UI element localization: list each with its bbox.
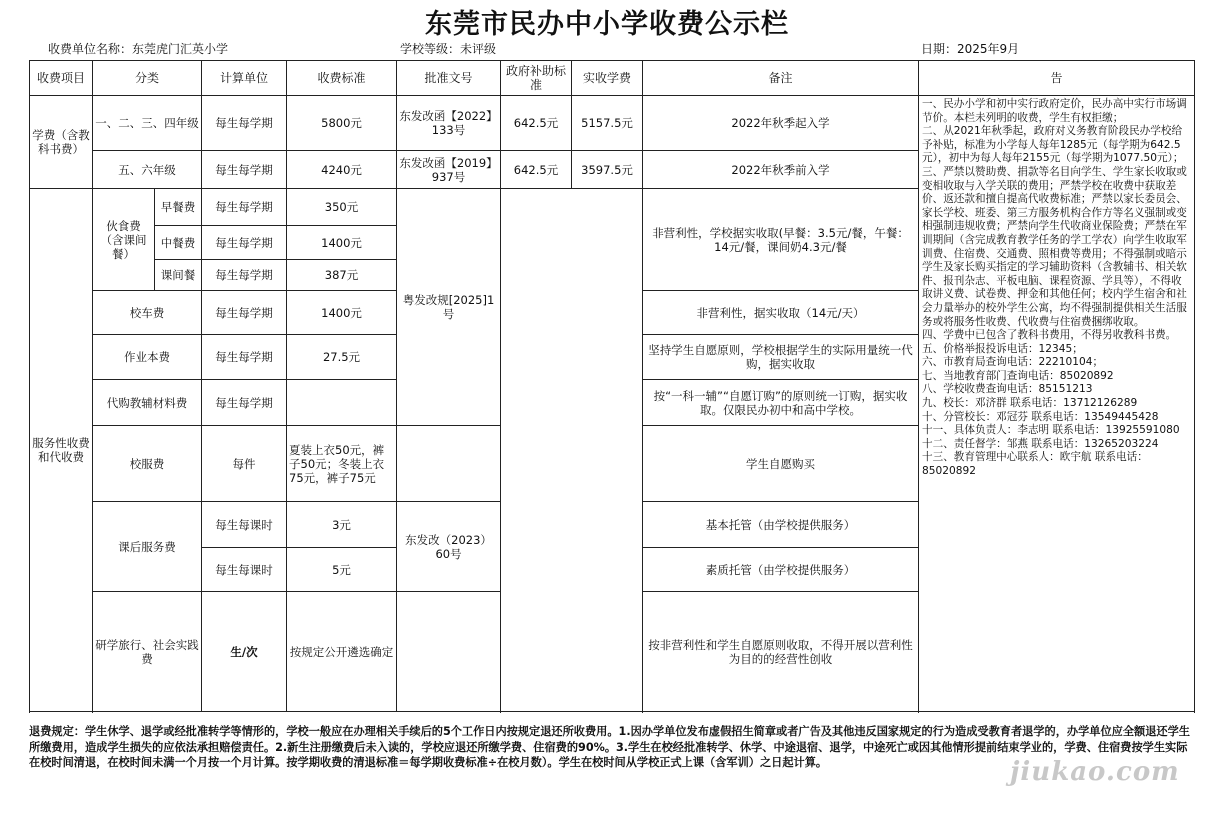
study-fee-name: 研学旅行、社会实践费 [93,592,202,712]
study-approval-empty [397,592,501,712]
breakfast-unit: 每生每学期 [202,189,287,226]
homework-fee-name: 作业本费 [93,335,202,380]
publish-date: 日期：2025年9月 [921,42,1020,56]
afterschool-approval: 东发改（2023）60号 [397,502,501,592]
uniform-approval-empty [397,426,501,502]
notice-item: 五、价格举报投诉电话：12345； [922,342,1083,355]
homework-remark: 坚持学生自愿原则，学校根据学生的实际用量统一代购，据实收取 [643,335,919,380]
bus-standard: 1400元 [287,291,397,335]
books-fee-name: 代购教辅材料费 [93,380,202,426]
books-remark: 按“一科一辅”“自愿订购”的原则统一订购，据实收取。仅限民办初中和高中学校。 [643,380,919,426]
notice-item: 三、严禁以赞助费、捐款等名目向学生、学生家长收取或变相收取与入学关联的费用；严禁学校在收费中获取差价、返还款和擅自提高代收费标准；严禁以家长委员会、家长学校、班委、第三方服务机构合作方等名义强制或变相强制违规收费；严禁向学生代收商业保险费；严禁在军训期间（含完成教育教学任务的学工学农）向学生收取军训费、住宿费、交通费、照相费等费用；不得强制或暗示学生及家长购买指定的学习辅助资料（含教辅书、相关软件、报刊杂志、平板电脑、课程资源、学具等），不得收取讲义费、试卷费、押金和其他任何；校内学生宿舍和社会力量举办的校外学生公寓，均不得强制提供相关生活服务或将服务性收费、代收费与住宿费捆绑收取。 [922,165,1187,328]
uniform-unit: 每件 [202,426,287,502]
afterschool-standard: 3元 [287,502,397,548]
meal-remark: 非营利性，学校据实收取(早餐：3.5元/餐，午餐：14元/餐，课间奶4.3元/餐 [643,189,919,291]
uniform-remark: 学生自愿购买 [643,426,919,502]
school-grade: 学校等级：未评级 [400,42,497,56]
notice-item: 六、市教育局查询电话：22210104； [922,356,1104,369]
books-standard [287,380,397,426]
tuition-category: 学费（含教科书费） [30,96,93,189]
service-empty-cell [501,189,643,712]
header-approval: 批准文号 [397,61,501,96]
homework-unit: 每生每学期 [202,335,287,380]
header-remark: 备注 [643,61,919,96]
tuition-actual: 3597.5元 [572,151,643,189]
tuition-class: 五、六年级 [93,151,202,189]
notice-item: 一、民办小学和初中实行政府定价，民办高中实行市场调节价。本栏未列明的收费，学生有权拒缴； [922,98,1187,124]
tuition-standard: 4240元 [287,151,397,189]
tuition-unit: 每生每学期 [202,96,287,151]
meal-fee-name: 伙食费（含课间餐） [93,189,155,291]
refund-policy: 退费规定：学生休学、退学或经批准转学等情形的，学校一般应在办理相关手续后的5个工作日内按规定退还所收费用。1.因办学单位发布虚假招生简章或者广告及其他违反国家规定的行为造成受教育者退学的，办学单位应全额退还学生所缴费用，造成学生损失的应依法承担赔偿责任。2.新生注册缴费后未入读的，学校应退还所缴学费、住宿费的90%。3.学生在校经批准转学、休学、中途退宿、退学，中途死亡或因其他情形提前结束学业的，学费、住宿费按学生实际在校时间清退，在校时间未满一个月按一个月计算。按学期收费的清退标准＝每学期收费标准÷在校月数）。学生在校时间从学校正式上课（含军训）之日起计算。 [29,725,1190,769]
notice-item: 十、分管校长：邓冠芬 联系电话：13549445428 [922,410,1159,423]
books-unit: 每生每学期 [202,380,287,426]
notice-item: 九、校长：邓济群 联系电话：13712126289 [922,397,1138,410]
tuition-remark: 2022年秋季起入学 [643,96,919,151]
notice-item: 四、学费中已包含了教科书费用，不得另收教科书费。 [922,329,1177,342]
table-row [30,96,1195,151]
header-subsidy: 政府补助标准 [501,61,572,96]
snack-unit: 每生每学期 [202,260,287,291]
notice-item: 十一、具体负责人：李志明 联系电话：13925591080 [922,424,1180,437]
tuition-remark: 2022年秋季前入学 [643,151,919,189]
afterschool-remark: 素质托管（由学校提供服务） [643,548,919,592]
header-category: 分类 [93,61,202,96]
tuition-unit: 每生每学期 [202,151,287,189]
breakfast-fee-name: 早餐费 [155,189,202,226]
study-standard: 按规定公开遴选确定 [287,592,397,712]
lunch-standard: 1400元 [287,226,397,260]
homework-standard: 27.5元 [287,335,397,380]
notice-panel [919,96,1195,712]
study-remark: 按非营利性和学生自愿原则收取，不得开展以营利性为目的的经营性创收 [643,592,919,712]
page-title: 东莞市民办中小学收费公示栏 [425,9,789,40]
breakfast-standard: 350元 [287,189,397,226]
header-actual-fee: 实收学费 [572,61,643,96]
notice-item: 十三、教育管理中心联系人：欧宇航 联系电话：85020892 [922,451,1148,478]
fee-unit-name: 收费单位名称：东莞虎门汇英小学 [48,42,229,56]
notice-item: 十二、责任督学：邹燕 联系电话：13265203224 [922,437,1159,450]
watermark: jiukao.com [1010,757,1180,787]
afterschool-standard: 5元 [287,548,397,592]
bus-remark: 非营利性，据实收取（14元/天） [643,291,919,335]
afterschool-remark: 基本托管（由学校提供服务） [643,502,919,548]
tuition-standard: 5800元 [287,96,397,151]
fee-table [29,60,1195,712]
header-standard: 收费标准 [287,61,397,96]
uniform-fee-name: 校服费 [93,426,202,502]
header-fee-item: 收费项目 [30,61,93,96]
notice-item: 二、从2021年秋季起，政府对义务教育阶段民办学校给予补贴，标准为小学每人每年1285元（每学期为642.5元），初中为每人每年2155元（每学期为1077.50元）； [922,125,1184,165]
tuition-approval: 东发改函【2019】937号 [397,151,501,189]
afterschool-fee-name: 课后服务费 [93,502,202,592]
notice-item: 七、当地教育部门查询电话：85020892 [922,369,1114,382]
bus-fee-name: 校车费 [93,291,202,335]
notice-item: 八、学校收费查询电话：85151213 [922,383,1093,396]
header-notice: 告 [919,61,1195,96]
header-row [30,61,1195,96]
afterschool-unit: 每生每课时 [202,548,287,592]
tuition-class: 一、二、三、四年级 [93,96,202,151]
snack-fee-name: 课间餐 [155,260,202,291]
tuition-subsidy: 642.5元 [501,96,572,151]
lunch-unit: 每生每学期 [202,226,287,260]
lunch-fee-name: 中餐费 [155,226,202,260]
tuition-actual: 5157.5元 [572,96,643,151]
header-calc-unit: 计算单位 [202,61,287,96]
tuition-subsidy: 642.5元 [501,151,572,189]
bus-unit: 每生每学期 [202,291,287,335]
snack-standard: 387元 [287,260,397,291]
uniform-standard: 夏装上衣50元，裤子50元；冬装上衣75元，裤子75元 [287,426,397,502]
service-category: 服务性收费和代收费 [30,189,93,712]
study-unit: 生/次 [202,592,287,712]
approval-guangdong: 粤发改规[2025]1号 [397,189,501,426]
afterschool-unit: 每生每课时 [202,502,287,548]
tuition-approval: 东发改函【2022】133号 [397,96,501,151]
